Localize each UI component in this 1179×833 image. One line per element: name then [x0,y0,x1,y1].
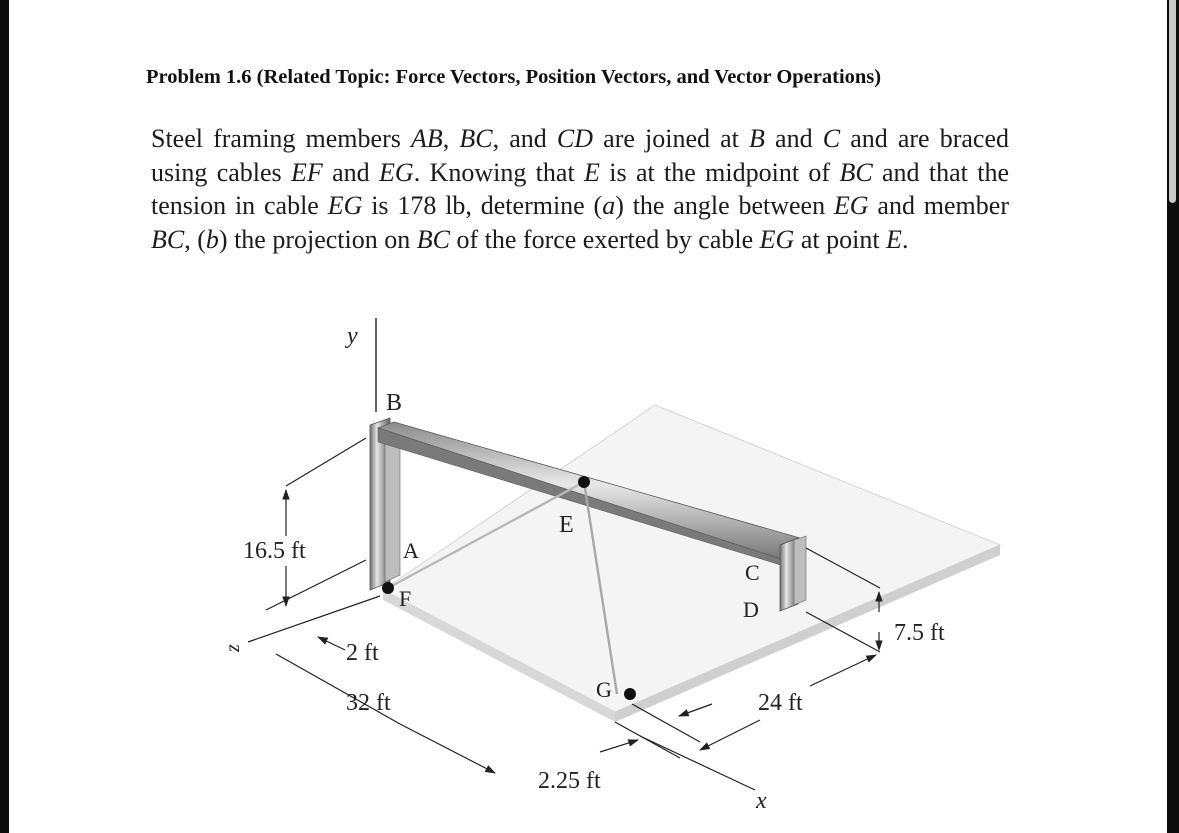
statement-variable: BC [459,124,493,153]
statement-variable: C [822,124,841,153]
statement-variable: b [205,224,219,254]
statement-text: are joined at [593,124,750,153]
statement-text: ) the projection on [218,224,417,254]
statement-variable: CD [556,124,594,153]
statement-variable: a [602,191,616,220]
statement-variable: BC [416,224,450,254]
problem-heading: Problem 1.6 (Related Topic: Force Vectors, Position Vectors, and Vector Operations) [146,66,882,88]
statement-variable: E [886,224,902,254]
statement-text: . Knowing that [413,157,585,187]
statement-variable: B [749,124,765,153]
statement-variable: EF [291,157,323,187]
point-d-label: D [743,597,759,622]
column-cd [780,536,806,611]
point-e-dot [578,476,590,488]
statement-variable: BC [151,224,185,254]
point-f-label: F [399,586,412,611]
statement-text: , and [492,124,557,153]
statement-text: of the force exerted by cable [449,224,760,254]
statement-variable: EG [833,191,869,220]
statement-text: , [442,124,460,153]
statement-text: . [901,224,909,254]
dim-7-5-ft-label: 7.5 ft [894,620,945,646]
dimension-16-5-ft [266,438,366,610]
z-axis-label: z [222,644,244,652]
statement-text: is 178 lb, determine ( [362,191,603,220]
statement-text: and member [868,191,1009,220]
point-a-label: A [403,538,419,563]
statement-variable: E [584,157,600,187]
dim-2-ft-label: 2 ft [346,640,379,666]
statement-variable: EG [759,224,795,254]
dim-16-5-ft-label: 16.5 ft [243,538,306,564]
statement-variable: BC [839,157,873,187]
point-c-label: C [745,560,760,585]
x-axis-label: x [756,788,767,814]
statement-text: Steel framing members [151,124,411,153]
point-g-dot [624,688,636,700]
point-g-label: G [596,677,612,702]
statement-text: and [322,157,380,187]
dim-2-25-ft-label: 2.25 ft [538,768,601,794]
y-axis-label: y [347,323,358,349]
point-f-dot [382,582,394,594]
statement-variable: AB [410,124,443,153]
point-e-label: E [559,512,574,538]
statement-text: at point [794,224,887,254]
dim-32-ft-label: 32 ft [346,690,391,716]
statement-text: is at the midpoint of [599,157,840,187]
statement-variable: EG [327,191,363,220]
statement-text: and [764,124,823,153]
statement-variable: EG [379,157,414,187]
statement-text: and that the tension in cable [151,157,1010,220]
statement-text: , ( [184,224,206,254]
statement-text: ) the angle between [615,191,834,220]
statement-text: and are braced using cables [151,124,1009,187]
dim-24-ft-label: 24 ft [758,690,803,716]
point-b-label: B [386,390,403,416]
